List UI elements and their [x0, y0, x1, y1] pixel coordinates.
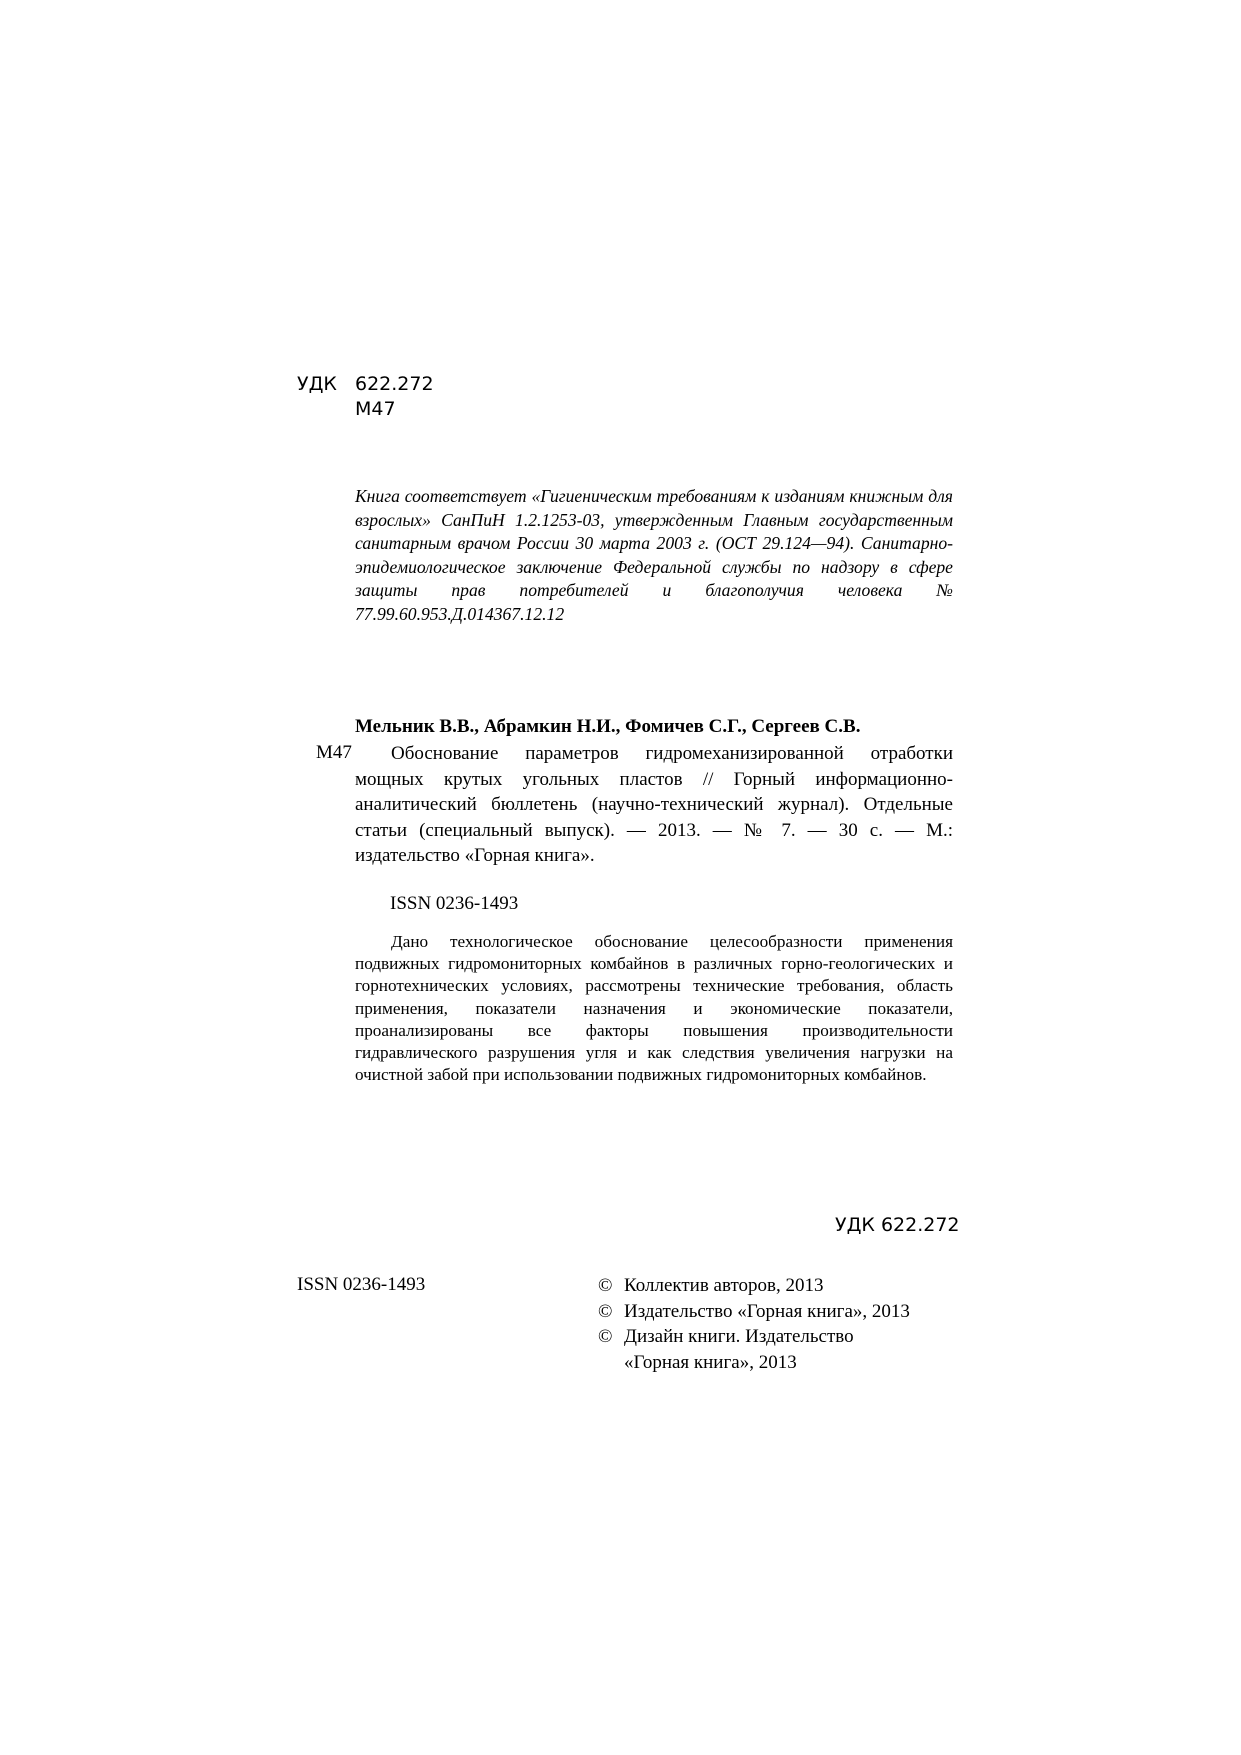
copyright-line: [598, 1273, 978, 1299]
copyright-text: «Горная книга», 2013: [624, 1351, 797, 1373]
udk-label: УДК: [297, 373, 337, 395]
copyright-line: [598, 1299, 978, 1325]
bibliographic-description: Обоснование параметров гидромеханизированной отработки мощных крутых угольных пластов // Горный информационно-аналитический бюллетень (научно-технический журнал). Отдельные статьи (специальный выпуск). — 2013. — № 7. — 30 с. — М.: издательство «Горная книга».: [355, 743, 953, 866]
issn-center: ISSN 0236-1493: [390, 893, 519, 914]
bbk-code: М47: [355, 398, 396, 420]
copyright-text: Издательство «Горная книга», 2013: [624, 1300, 910, 1322]
abstract: Дано технологическое обоснование целесообразности применения подвижных гидромониторных комбайнов в различных горно-геологических и горнотехнических условиях, рассмотрены технические требования, область применения, показатели назначения и экономические показатели, проанализированы все факторы повышения производительности гидравлического разрушения угля и как следствия увеличения нагрузки на очистной забой при использовании подвижных гидромониторных комбайнов.: [355, 932, 953, 1085]
copyright-text: Дизайн книги. Издательство: [624, 1326, 854, 1347]
copyright-line: [598, 1324, 978, 1350]
udk-bottom: УДК 622.272: [835, 1214, 960, 1236]
copyright-icon: ©: [598, 1326, 613, 1347]
udk-code: 622.272: [355, 373, 434, 395]
copyright-text: Коллектив авторов, 2013: [624, 1275, 824, 1296]
copyright-line: [598, 1350, 978, 1376]
copyright-icon: ©: [598, 1300, 613, 1322]
bbk-margin-code: М47: [316, 742, 352, 763]
authors: Мельник В.В., Абрамкин Н.И., Фомичев С.Г., Сергеев С.В.: [355, 716, 861, 737]
copyright-block: [598, 1273, 978, 1375]
copyright-icon: ©: [598, 1275, 613, 1296]
issn-bottom: ISSN 0236-1493: [297, 1274, 426, 1295]
hygiene-notice: Книга соответствует «Гигиеническим требованиям к изданиям книжным для взрослых» СанПиН 1.2.1253-03, утвержденным Главным государственным санитарным врачом России 30 марта 2003 г. (ОСТ 29.124—94). Санитарно-эпидемиологическое заключение Федеральной службы по надзору в сфере защиты прав потребителей и благополучия человека № 77.99.60.953.Д.014367.12.12: [355, 486, 953, 624]
